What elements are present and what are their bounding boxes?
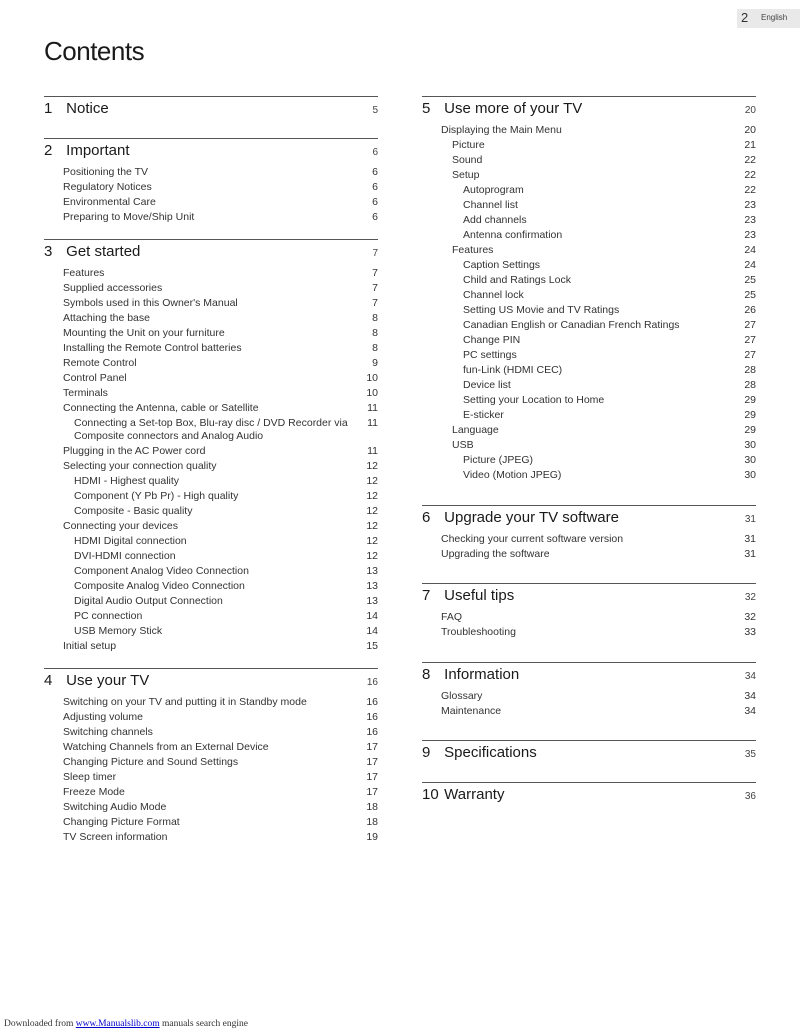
entry-page-number: 34 bbox=[744, 689, 756, 702]
entry-page-number: 29 bbox=[744, 394, 756, 406]
entry-label: Checking your current software version bbox=[441, 532, 624, 545]
entry-page-number: 13 bbox=[366, 595, 378, 607]
section-heading[interactable] bbox=[44, 240, 378, 267]
toc-entry[interactable] bbox=[422, 394, 756, 408]
entry-label: USB bbox=[452, 439, 474, 451]
entry-page-number: 25 bbox=[744, 274, 756, 286]
entry-label: Installing the Remote Control batteries bbox=[63, 341, 242, 354]
entry-page-number: 8 bbox=[372, 326, 378, 339]
entry-label: Change PIN bbox=[463, 334, 521, 346]
toc-entry[interactable] bbox=[44, 282, 378, 296]
entry-label: Composite Analog Video Connection bbox=[74, 580, 245, 592]
entry-label: Maintenance bbox=[441, 704, 502, 717]
toc-entry[interactable] bbox=[422, 259, 756, 273]
toc-entry[interactable] bbox=[44, 181, 378, 195]
entry-label: HDMI - Highest quality bbox=[74, 475, 180, 487]
entry-label: Picture bbox=[452, 139, 485, 151]
toc-entry[interactable] bbox=[422, 626, 756, 640]
toc-entry[interactable] bbox=[44, 625, 378, 639]
entry-page-number: 26 bbox=[744, 304, 756, 316]
entry-label: Features bbox=[452, 244, 494, 256]
section-heading[interactable] bbox=[422, 97, 756, 124]
toc-entry[interactable] bbox=[422, 169, 756, 183]
section-number: 1 bbox=[44, 100, 53, 117]
toc-entry[interactable] bbox=[44, 417, 378, 444]
toc-entry[interactable] bbox=[44, 357, 378, 371]
entry-page-number: 28 bbox=[744, 364, 756, 376]
entry-label: Terminals bbox=[63, 386, 108, 399]
entry-page-number: 27 bbox=[744, 349, 756, 361]
entry-label: Plugging in the AC Power cord bbox=[63, 445, 206, 457]
entry-page-number: 20 bbox=[744, 124, 756, 136]
section-heading[interactable] bbox=[44, 669, 378, 696]
entry-page-number: 25 bbox=[744, 289, 756, 301]
entry-label: Component (Y Pb Pr) - High quality bbox=[74, 490, 239, 502]
entry-page-number: 6 bbox=[372, 196, 378, 208]
toc-entry[interactable] bbox=[422, 319, 756, 333]
toc-entry[interactable] bbox=[44, 771, 378, 785]
toc-entry[interactable] bbox=[422, 548, 756, 562]
entry-label: Regulatory Notices bbox=[63, 181, 152, 193]
toc-entry[interactable] bbox=[44, 211, 378, 225]
entry-page-number: 23 bbox=[744, 214, 756, 226]
toc-entry[interactable] bbox=[44, 297, 378, 311]
entry-label: Adjusting volume bbox=[63, 710, 143, 723]
entry-label: Supplied accessories bbox=[63, 281, 163, 294]
entry-page-number: 16 bbox=[366, 725, 378, 738]
toc-entry[interactable] bbox=[44, 166, 378, 180]
toc-section bbox=[422, 96, 756, 483]
entry-label: Composite - Basic quality bbox=[74, 505, 193, 517]
section-number: 10 bbox=[422, 786, 439, 803]
toc-entry[interactable] bbox=[44, 490, 378, 504]
entry-label: fun-Link (HDMI CEC) bbox=[463, 364, 563, 376]
entry-label: Environmental Care bbox=[63, 196, 156, 208]
footer-prefix: Downloaded from bbox=[4, 1019, 74, 1029]
entry-label: Setting your Location to Home bbox=[463, 394, 605, 406]
entry-page-number: 10 bbox=[366, 386, 378, 399]
entry-page-number: 12 bbox=[366, 475, 378, 487]
section-title bbox=[44, 100, 109, 117]
toc-entry[interactable] bbox=[422, 229, 756, 243]
toc-entry[interactable] bbox=[422, 214, 756, 228]
toc-entry[interactable] bbox=[44, 312, 378, 326]
toc-entry[interactable] bbox=[44, 535, 378, 549]
section-number: 3 bbox=[44, 242, 53, 260]
toc-section bbox=[422, 782, 756, 810]
language-label: English bbox=[761, 13, 788, 22]
toc-entry[interactable] bbox=[422, 304, 756, 318]
entry-page-number: 29 bbox=[744, 409, 756, 421]
entry-label: Upgrading the software bbox=[441, 547, 550, 560]
section-title-text: Information bbox=[444, 665, 520, 683]
entry-label: Channel list bbox=[463, 199, 518, 211]
section-page-number: 36 bbox=[744, 791, 756, 802]
entry-page-number: 28 bbox=[744, 379, 756, 391]
toc-entry[interactable] bbox=[422, 409, 756, 423]
entry-label: Mounting the Unit on your furniture bbox=[63, 326, 225, 339]
entry-page-number: 6 bbox=[372, 211, 378, 223]
entry-label: Switching on your TV and putting it in Standby mode bbox=[63, 695, 307, 708]
entry-label: Connecting a Set-top Box, Blu-ray disc / DVD Recorder via Composite connectors and Analog Audio bbox=[74, 416, 348, 442]
section-title-text: Notice bbox=[66, 100, 109, 117]
entry-page-number: 30 bbox=[744, 454, 756, 466]
section-number: 2 bbox=[44, 142, 53, 159]
toc-entry[interactable] bbox=[422, 289, 756, 303]
toc-entry[interactable] bbox=[422, 154, 756, 168]
entry-label: Connecting the Antenna, cable or Satellite bbox=[63, 401, 259, 414]
footer-suffix: manuals search engine bbox=[161, 1019, 248, 1029]
toc-entry[interactable] bbox=[422, 244, 756, 258]
entry-page-number: 11 bbox=[367, 445, 378, 457]
toc-entry[interactable] bbox=[44, 505, 378, 519]
entry-label: Canadian English or Canadian French Ratings bbox=[463, 319, 680, 331]
section-page-number: 20 bbox=[744, 105, 756, 116]
toc-entry[interactable] bbox=[44, 196, 378, 210]
toc-entry[interactable] bbox=[422, 705, 756, 719]
toc-entry[interactable] bbox=[44, 711, 378, 725]
entry-page-number: 17 bbox=[366, 770, 378, 783]
entry-label: Symbols used in this Owner's Manual bbox=[63, 296, 238, 309]
entry-label: Channel lock bbox=[463, 289, 524, 301]
toc-entry[interactable] bbox=[422, 184, 756, 198]
toc-entry[interactable] bbox=[422, 533, 756, 547]
toc-entry[interactable] bbox=[44, 741, 378, 755]
toc-entry[interactable] bbox=[422, 469, 756, 483]
section-title-text: Get started bbox=[66, 242, 141, 260]
section-page-number: 16 bbox=[366, 676, 378, 688]
entry-label: Remote Control bbox=[63, 356, 137, 369]
toc-entry[interactable] bbox=[422, 199, 756, 213]
entry-page-number: 34 bbox=[744, 704, 756, 717]
toc-section bbox=[422, 583, 756, 640]
section-heading[interactable] bbox=[44, 97, 378, 124]
section-title bbox=[422, 509, 619, 526]
download-footer bbox=[4, 1019, 248, 1029]
entry-page-number: 17 bbox=[366, 740, 378, 753]
toc-entry[interactable] bbox=[44, 580, 378, 594]
entry-label: Component Analog Video Connection bbox=[74, 565, 249, 577]
toc-entry[interactable] bbox=[44, 475, 378, 489]
section-heading[interactable] bbox=[422, 783, 756, 810]
entry-page-number: 31 bbox=[744, 547, 756, 560]
entry-label: Initial setup bbox=[63, 640, 117, 652]
toc-entry[interactable] bbox=[44, 372, 378, 386]
entry-page-number: 23 bbox=[744, 229, 756, 241]
entry-label: Selecting your connection quality bbox=[63, 460, 217, 472]
toc-entry[interactable] bbox=[422, 690, 756, 704]
toc-entry[interactable] bbox=[44, 267, 378, 281]
entry-page-number: 17 bbox=[366, 785, 378, 798]
toc-entry[interactable] bbox=[422, 274, 756, 288]
entry-label: Setting US Movie and TV Ratings bbox=[463, 304, 620, 316]
entry-page-number: 31 bbox=[744, 532, 756, 545]
section-number: 8 bbox=[422, 665, 431, 683]
section-title bbox=[422, 744, 537, 761]
entry-label: E-sticker bbox=[463, 409, 504, 421]
entry-page-number: 12 bbox=[366, 550, 378, 562]
entry-label: Changing Picture and Sound Settings bbox=[63, 755, 239, 768]
entry-page-number: 9 bbox=[372, 356, 378, 369]
section-title bbox=[422, 100, 582, 117]
section-title bbox=[44, 672, 149, 689]
section-title-text: Upgrade your TV software bbox=[444, 508, 619, 526]
toc-section bbox=[422, 662, 756, 719]
entry-page-number: 27 bbox=[744, 334, 756, 346]
toc-entry[interactable] bbox=[44, 327, 378, 341]
section-number: 9 bbox=[422, 744, 431, 761]
toc-entry[interactable] bbox=[44, 565, 378, 579]
entry-page-number: 32 bbox=[744, 611, 756, 623]
right-column bbox=[422, 96, 756, 810]
section-title bbox=[422, 786, 504, 803]
entry-page-number: 15 bbox=[366, 640, 378, 652]
entry-label: Attaching the base bbox=[63, 311, 150, 324]
entry-label: Connecting your devices bbox=[63, 520, 178, 532]
section-heading[interactable] bbox=[44, 139, 378, 166]
entry-page-number: 30 bbox=[744, 439, 756, 451]
toc-section bbox=[44, 239, 378, 654]
entry-page-number: 6 bbox=[372, 181, 378, 193]
entry-page-number: 8 bbox=[372, 311, 378, 324]
toc-entry[interactable] bbox=[422, 379, 756, 393]
toc-entry[interactable] bbox=[44, 595, 378, 609]
toc-entry[interactable] bbox=[44, 696, 378, 710]
toc-entry[interactable] bbox=[44, 756, 378, 770]
entry-page-number: 6 bbox=[372, 166, 378, 178]
entry-label: Digital Audio Output Connection bbox=[74, 595, 223, 607]
toc-entry[interactable] bbox=[44, 726, 378, 740]
entry-label: Changing Picture Format bbox=[63, 815, 180, 828]
section-title-text: Use more of your TV bbox=[444, 100, 583, 117]
section-title-text: Use your TV bbox=[66, 671, 150, 689]
section-title bbox=[44, 142, 130, 159]
toc-entry[interactable] bbox=[44, 610, 378, 624]
toc-entry[interactable] bbox=[422, 364, 756, 378]
entry-page-number: 23 bbox=[744, 199, 756, 211]
entry-label: Sound bbox=[452, 154, 483, 166]
section-heading[interactable] bbox=[422, 584, 756, 611]
entry-label: USB Memory Stick bbox=[74, 625, 163, 637]
entry-label: Add channels bbox=[463, 214, 527, 226]
section-heading[interactable] bbox=[422, 663, 756, 690]
entry-label: Video (Motion JPEG) bbox=[463, 469, 562, 481]
entry-page-number: 13 bbox=[366, 580, 378, 592]
page-number: 2 bbox=[741, 10, 749, 25]
toc-entry[interactable] bbox=[422, 334, 756, 348]
entry-label: Switching Audio Mode bbox=[63, 800, 167, 813]
entry-page-number: 16 bbox=[366, 710, 378, 723]
section-heading[interactable] bbox=[422, 741, 756, 768]
entry-page-number: 27 bbox=[744, 319, 756, 331]
toc-entry[interactable] bbox=[44, 402, 378, 416]
entry-page-number: 22 bbox=[744, 154, 756, 166]
footer-link[interactable]: www.Manualslib.com bbox=[75, 1019, 160, 1029]
page-title: Contents bbox=[44, 36, 145, 66]
entry-label: Displaying the Main Menu bbox=[441, 124, 562, 136]
toc-section bbox=[44, 96, 378, 124]
section-number: 7 bbox=[422, 587, 431, 604]
entry-label: Features bbox=[63, 266, 105, 279]
entry-page-number: 12 bbox=[366, 505, 378, 517]
entry-page-number: 10 bbox=[366, 371, 378, 384]
entry-label: Autoprogram bbox=[463, 184, 524, 196]
toc-section bbox=[44, 668, 378, 845]
entry-page-number: 24 bbox=[744, 244, 756, 256]
section-page-number: 34 bbox=[744, 670, 756, 682]
toc-entry[interactable] bbox=[44, 460, 378, 474]
entry-label: Setup bbox=[452, 169, 480, 181]
entry-label: Preparing to Move/Ship Unit bbox=[63, 211, 195, 223]
toc-entry[interactable] bbox=[44, 387, 378, 401]
entry-label: Freeze Mode bbox=[63, 785, 125, 798]
toc-entry[interactable] bbox=[422, 124, 756, 138]
section-number: 4 bbox=[44, 671, 53, 689]
entry-label: Device list bbox=[463, 379, 511, 391]
entry-label: TV Screen information bbox=[63, 830, 168, 843]
entry-page-number: 22 bbox=[744, 169, 756, 181]
section-page-number: 7 bbox=[372, 247, 378, 259]
entry-page-number: 12 bbox=[366, 520, 378, 532]
section-page-number: 6 bbox=[372, 147, 378, 158]
entry-label: Caption Settings bbox=[463, 259, 541, 271]
toc-entry[interactable] bbox=[422, 349, 756, 363]
toc-entry[interactable] bbox=[422, 424, 756, 438]
toc-entry[interactable] bbox=[44, 831, 378, 845]
entry-page-number: 7 bbox=[372, 266, 378, 279]
section-page-number: 35 bbox=[744, 749, 756, 760]
toc-entry[interactable] bbox=[422, 611, 756, 625]
toc-entry[interactable] bbox=[44, 445, 378, 459]
entry-label: Troubleshooting bbox=[441, 626, 516, 638]
section-number: 6 bbox=[422, 508, 431, 526]
entry-label: Switching channels bbox=[63, 725, 153, 738]
toc-section bbox=[422, 505, 756, 562]
toc-entry[interactable] bbox=[44, 801, 378, 815]
toc-entry[interactable] bbox=[44, 342, 378, 356]
toc-entry[interactable] bbox=[422, 454, 756, 468]
section-page-number: 5 bbox=[372, 105, 378, 116]
entry-page-number: 19 bbox=[366, 830, 378, 843]
entry-page-number: 30 bbox=[744, 469, 756, 481]
entry-label: Sleep timer bbox=[63, 770, 117, 783]
section-title-text: Warranty bbox=[444, 786, 505, 803]
entry-page-number: 16 bbox=[366, 695, 378, 708]
toc-entry[interactable] bbox=[422, 439, 756, 453]
entry-page-number: 24 bbox=[744, 259, 756, 271]
section-title bbox=[422, 666, 519, 683]
entry-page-number: 33 bbox=[744, 626, 756, 638]
section-heading[interactable] bbox=[422, 506, 756, 533]
toc-entry[interactable] bbox=[44, 640, 378, 654]
entry-page-number: 14 bbox=[366, 610, 378, 622]
entry-label: Language bbox=[452, 424, 499, 436]
entry-label: Control Panel bbox=[63, 371, 127, 384]
entry-page-number: 22 bbox=[744, 184, 756, 196]
entry-page-number: 7 bbox=[372, 296, 378, 309]
entry-label: PC connection bbox=[74, 610, 143, 622]
entry-page-number: 29 bbox=[744, 424, 756, 436]
entry-page-number: 11 bbox=[367, 416, 378, 429]
section-title-text: Specifications bbox=[444, 744, 537, 761]
entry-page-number: 8 bbox=[372, 341, 378, 354]
entry-page-number: 17 bbox=[366, 755, 378, 768]
entry-page-number: 11 bbox=[367, 401, 378, 414]
toc-entry[interactable] bbox=[44, 550, 378, 564]
section-title bbox=[422, 587, 514, 604]
section-title-text: Useful tips bbox=[444, 587, 515, 604]
toc-section bbox=[422, 740, 756, 768]
entry-label: Positioning the TV bbox=[63, 166, 149, 178]
page-tab bbox=[737, 9, 800, 28]
entry-label: Antenna confirmation bbox=[463, 229, 563, 241]
entry-label: Picture (JPEG) bbox=[463, 454, 534, 466]
left-column bbox=[44, 96, 378, 846]
entry-page-number: 18 bbox=[366, 815, 378, 828]
entry-label: Watching Channels from an External Device bbox=[63, 740, 269, 753]
entry-page-number: 13 bbox=[366, 565, 378, 577]
entry-page-number: 14 bbox=[366, 625, 378, 637]
toc-entry[interactable] bbox=[44, 786, 378, 800]
toc-entry[interactable] bbox=[422, 139, 756, 153]
entry-label: Glossary bbox=[441, 689, 483, 702]
entry-label: DVI-HDMI connection bbox=[74, 550, 176, 562]
section-number: 5 bbox=[422, 100, 431, 117]
toc-entry[interactable] bbox=[44, 816, 378, 830]
entry-page-number: 21 bbox=[744, 139, 756, 151]
entry-page-number: 7 bbox=[372, 281, 378, 294]
entry-page-number: 12 bbox=[366, 490, 378, 502]
section-title bbox=[44, 243, 140, 260]
entry-page-number: 12 bbox=[366, 535, 378, 547]
section-title-text: Important bbox=[66, 142, 130, 159]
section-page-number: 32 bbox=[744, 592, 756, 603]
entry-label: HDMI Digital connection bbox=[74, 535, 187, 547]
toc-section bbox=[44, 138, 378, 225]
toc-entry[interactable] bbox=[44, 520, 378, 534]
entry-label: FAQ bbox=[441, 611, 463, 623]
entry-page-number: 12 bbox=[366, 460, 378, 472]
entry-page-number: 18 bbox=[366, 800, 378, 813]
section-page-number: 31 bbox=[744, 513, 756, 525]
entry-label: PC settings bbox=[463, 349, 517, 361]
entry-label: Child and Ratings Lock bbox=[463, 274, 571, 286]
